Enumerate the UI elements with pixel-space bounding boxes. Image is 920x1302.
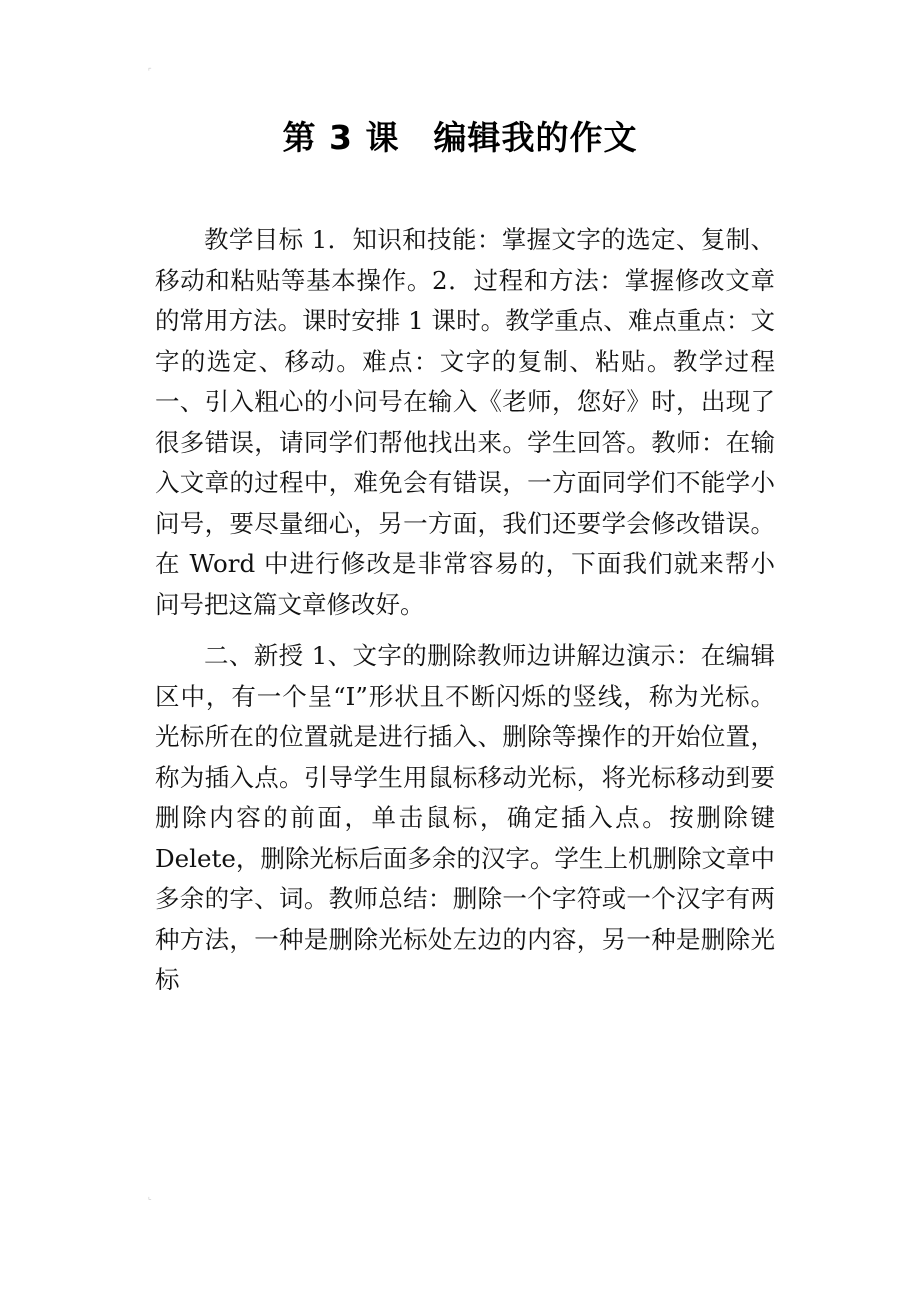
corner-crop-mark: ⌞ [148, 1192, 152, 1201]
page-title: 第 3 课 编辑我的作文 [282, 118, 638, 157]
paragraph-2: 二、新授 1、文字的删除教师边讲解边演示：在编辑区中，有一个呈“I”形状且不断闪烁的竖线，称为光标。光标所在的位置就是进行插入、删除等操作的开始位置，称为插入点。引导学生用鼠标移动光标，将光标移动到要删除内容的前面，单击鼠标，确定插入点。按删除键 Delete，删除光标后面多余的汉字。学生上机删除文章中多余的字、词。教师总结：删除一个字符或一个汉字有两种方法，一种是删除光标处左边的内容，另一种是删除光标 [155, 641, 775, 994]
paragraph-1: 教学目标 1．知识和技能：掌握文字的选定、复制、移动和粘贴等基本操作。2．过程和方法：掌握修改文章的常用方法。课时安排 1 课时。教学重点、难点重点：文字的选定、移动。难点：文字的复制、粘贴。教学过程一、引入粗心的小问号在输入《老师，您好》时，出现了很多错误，请同学们帮他找出来。学生回答。教师：在输入文章的过程中，难免会有错误，一方面同学们不能学小问号，要尽量细心，另一方面，我们还要学会修改错误。在 Word 中进行修改是非常容易的，下面我们就来帮小问号把这篇文章修改好。 [155, 225, 775, 619]
document-body [155, 220, 775, 1001]
corner-crop-mark: ⌜ [148, 67, 152, 76]
